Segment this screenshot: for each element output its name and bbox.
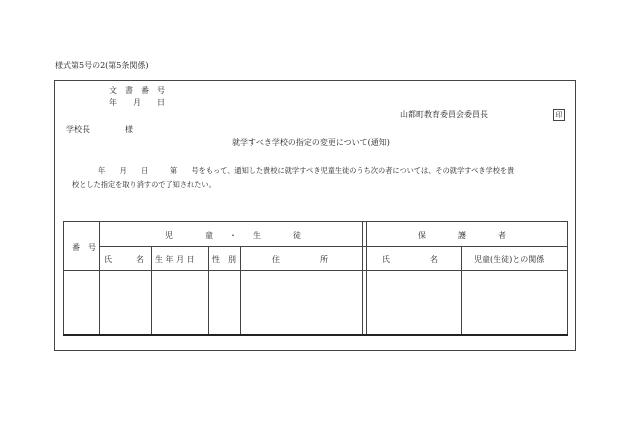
form-label: 様式第5号の2(第5条関係) — [55, 61, 149, 70]
notice-body-line-1: 年 月 日 第 号をもって、通知した貴校に就学すべき児童生徒のうち次の者については、その就学すべき学校を貴 — [98, 166, 515, 175]
student-table — [63, 221, 568, 335]
seal-mark: 印 — [553, 109, 565, 121]
document-number-label: 文 書 番 号 — [109, 86, 165, 95]
notice-body-line-2: 校とした指定を取り消すので了知されたい。 — [72, 180, 216, 189]
issuer-name: 山都町教育委員会委員長 — [400, 110, 488, 119]
date-label: 年 月 日 — [109, 98, 165, 107]
col-number-header: 番 号 — [72, 243, 96, 252]
group-child-header: 児 童 ・ 生 徒 — [165, 231, 301, 240]
child-address-header: 住 所 — [272, 255, 328, 264]
guardian-name-header: 氏 名 — [382, 255, 438, 264]
recipient-label: 学校長 — [66, 125, 90, 134]
guardian-relation-header: 児童(生徒)との関係 — [474, 255, 545, 264]
table-bottom-rule — [63, 334, 568, 336]
child-name-header: 氏 名 — [104, 255, 144, 264]
child-sex-header: 性 別 — [212, 255, 236, 264]
notice-title: 就学すべき学校の指定の変更について(通知) — [232, 138, 390, 147]
group-guardian-header: 保 護 者 — [418, 231, 506, 240]
child-birth-header: 生 年 月 日 — [155, 255, 195, 264]
honorific-label: 様 — [125, 125, 133, 134]
